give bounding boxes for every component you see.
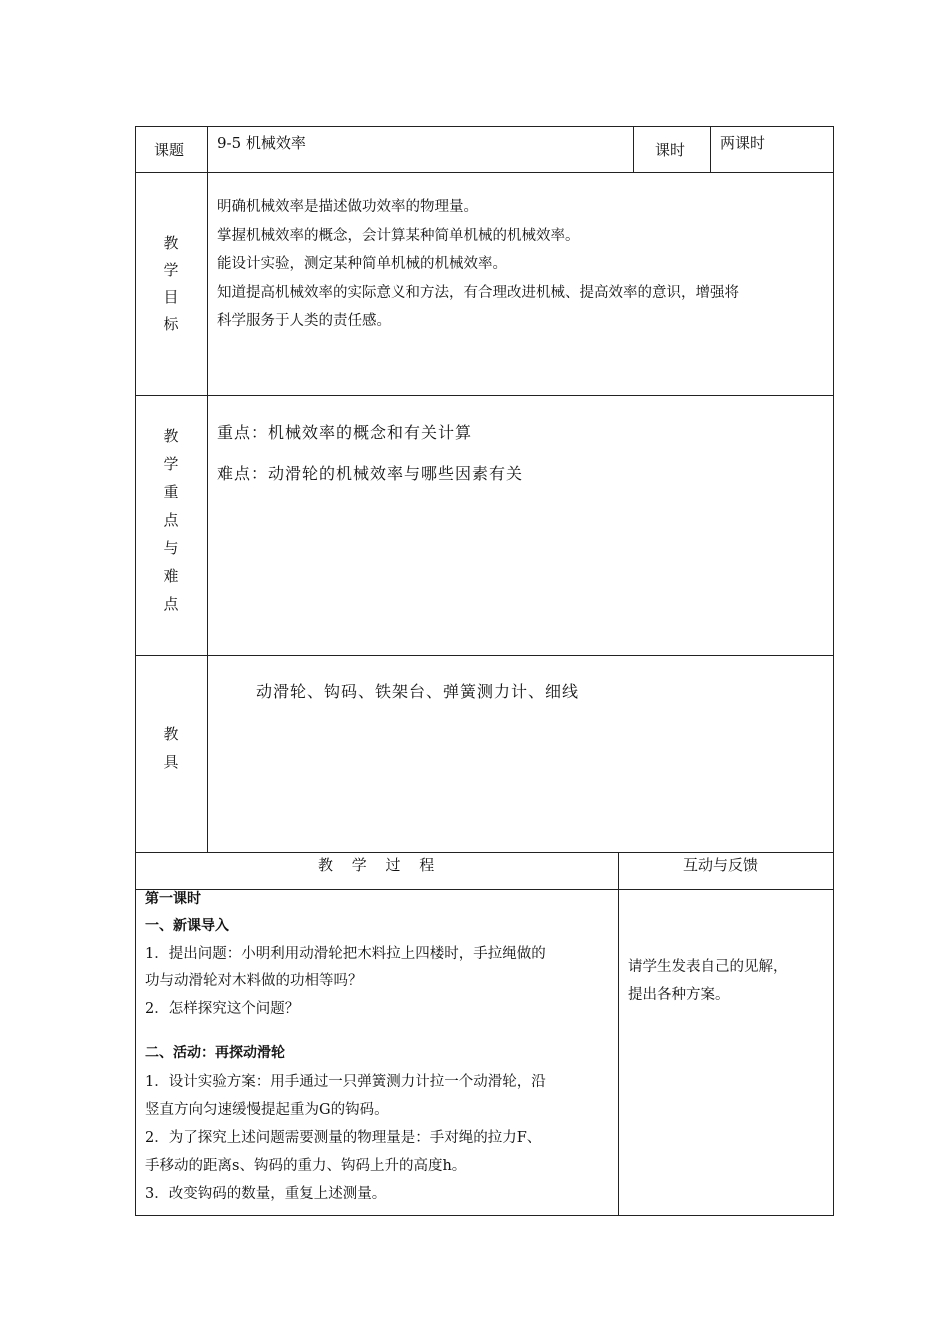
feedback-line: 请学生发表自己的见解， — [628, 959, 788, 975]
topic-label: 课题 — [154, 141, 185, 159]
objectives-text — [217, 193, 739, 336]
objective-line: 掌握机械效率的概念，会计算某种简单机械的机械效率。 — [217, 227, 580, 244]
keypoints-label: 教 学 重 点 与 难 点 — [163, 427, 179, 613]
process-line: 3．改变钩码的数量，重复上述测量。 — [145, 1186, 387, 1202]
feedback-line: 提出各种方案。 — [628, 987, 730, 1003]
feedback-content-cell — [618, 889, 834, 1216]
key-point: 重点：机械效率的概念和有关计算 — [217, 423, 473, 442]
process-line: 2．怎样探究这个问题？ — [145, 1001, 300, 1017]
objective-line: 科学服务于人类的责任感。 — [217, 313, 391, 329]
tools-list: 动滑轮、钩码、铁架台、弹簧测力计、细线 — [256, 682, 580, 701]
topic-value: 9-5 机械效率 — [217, 134, 306, 152]
objective-line: 知道提高机械效率的实际意义和方法，有合理改进机械、提高效率的意识，增强将 — [217, 284, 739, 301]
hours-value: 两课时 — [720, 134, 766, 152]
feedback-header: 互动与反馈 — [683, 856, 759, 874]
objective-line: 能设计实验，测定某种简单机械的机械效率。 — [217, 256, 507, 272]
process-line: 功与动滑轮对木料做的功相等吗？ — [145, 973, 363, 989]
process-header: 教 学 过 程 — [318, 856, 435, 874]
process-line: 竖直方向匀速缓慢提起重为G的钩码。 — [145, 1102, 389, 1118]
lesson-title: 第一课时 — [145, 891, 201, 907]
process-line: 2．为了探究上述问题需要测量的物理量是：手对绳的拉力F、 — [145, 1130, 542, 1146]
section-title: 一、新课导入 — [145, 918, 229, 934]
section-title: 二、活动：再探动滑轮 — [145, 1045, 285, 1061]
objectives-label: 教 学 目 标 — [163, 234, 179, 333]
process-line: 1．提出问题：小明利用动滑轮把木料拉上四楼时，手拉绳做的 — [145, 946, 546, 962]
difficult-point: 难点：动滑轮的机械效率与哪些因素有关 — [217, 464, 524, 483]
tools-label: 教 具 — [163, 725, 179, 771]
hours-label: 课时 — [655, 141, 686, 159]
objective-line: 明确机械效率是描述做功效率的物理量。 — [217, 199, 478, 215]
process-line: 手移动的距离s、钩码的重力、钩码上升的高度h。 — [145, 1158, 467, 1174]
process-line: 1．设计实验方案：用手通过一只弹簧测力计拉一个动滑轮，沿 — [145, 1074, 546, 1090]
